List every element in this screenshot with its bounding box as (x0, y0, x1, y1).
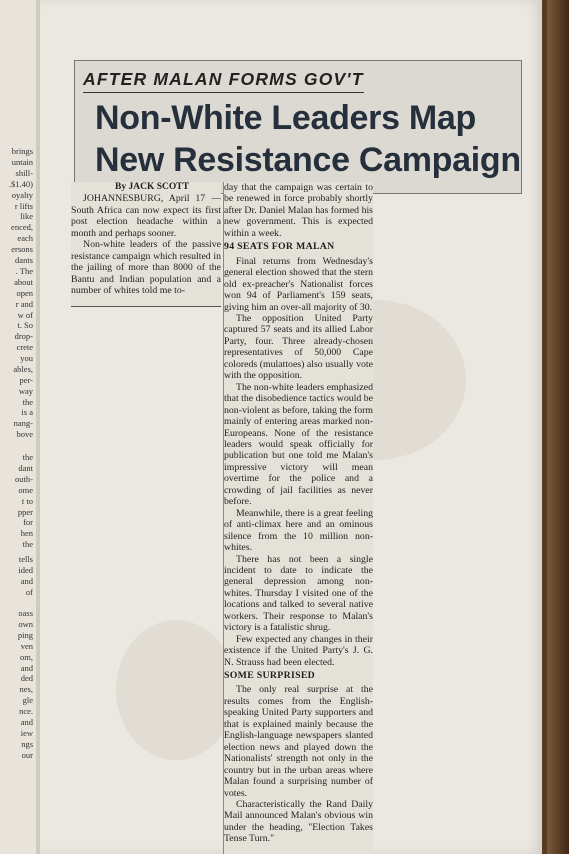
prev-page-text-fragment: om, (20, 651, 33, 662)
paper-stain (116, 620, 236, 760)
prev-page-text-fragment: pper (17, 506, 33, 517)
prev-page-text-fragment: dant (18, 462, 33, 473)
headline-line-1: Non-White Leaders Map (95, 99, 476, 137)
prev-page-text-fragment: of (25, 586, 33, 597)
paragraph: Few expected any changes in their existence if the United Party's J. G. N. Strauss had been elected. (224, 633, 373, 668)
paragraph: JOHANNESBURG, April 17 —South Africa can now expect its first post election headache within a month and perhaps sooner. (71, 193, 221, 239)
prev-page-text-fragment: ded (20, 673, 33, 684)
prev-page-text-fragment: .$1.40) (8, 178, 33, 189)
prev-page-text-fragment: t to (21, 495, 33, 506)
subheading-seats: 94 SEATS FOR MALAN (224, 241, 335, 253)
prev-page-text-fragment: r and (15, 298, 33, 309)
headline-line-2: New Resistance Campaign (95, 141, 521, 179)
prev-page-text-fragment: ven (20, 640, 33, 651)
headline-clipping (74, 60, 522, 194)
paragraph: The only real surprise at the results comes from the English-speaking United Party supporters and that is explained mainly because the English-language newspapers slanted election news and played down the Nationalists' strength not only in the country but in the urban areas where Malan found a surprising number of votes. (224, 684, 373, 799)
article-column-1 (71, 182, 221, 307)
prev-page-text-fragment: is a (21, 407, 33, 418)
prev-page-text-fragment: brings (11, 146, 33, 156)
prev-page-text-fragment: nang- (13, 418, 33, 429)
prev-page-text-fragment: bove (16, 429, 33, 440)
prev-page-text-fragment: way (18, 385, 33, 396)
previous-page-edge (0, 0, 37, 854)
prev-page-text-fragment: nes, (19, 684, 33, 695)
prev-page-text-fragment: dants (15, 255, 33, 265)
paragraph: Characteristically the Rand Daily Mail announced Malan's obvious win under the heading, "Election Takes Tense Turn." (224, 799, 373, 845)
prev-page-text-fragment: gle (22, 695, 33, 706)
paragraph: Non-white leaders of the passive resistance campaign which resulted in the jailing of more than 8000 of the Bantu and Indian population and a number of whites told me to- (71, 239, 221, 297)
paragraph: Meanwhile, there is a great feeling of anti-climax here and an ominous silence from the 10 million non-whites. (224, 507, 373, 554)
prev-page-text-fragment: w of (17, 309, 33, 320)
prev-page-text-fragment: ping (17, 629, 33, 640)
prev-page-text-fragment: hen (20, 528, 33, 539)
prev-page-text-fragment: the (22, 396, 33, 407)
prev-page-text-fragment: ngs (21, 738, 33, 749)
byline: By JACK SCOTT (115, 182, 189, 192)
prev-page-text-fragment: and (20, 717, 33, 727)
prev-page-text-fragment: own (18, 618, 33, 629)
paragraph: There has not been a single incident to date to indicate the general depression among non-whites. Thursday I visited one of the locations and talked to several native workers. Their response to Malan's victory is a fatalistic shrug. (224, 553, 373, 634)
prev-page-text-fragment: each (17, 233, 33, 244)
prev-page-text-fragment: tells (18, 554, 33, 564)
paragraph: day that the campaign was certain to be renewed in force probably shortly after Dr. Daniel Malan has formed his new government. This is expected within a week. (224, 182, 373, 239)
prev-page-text-fragment: ersons (11, 244, 33, 255)
prev-page-text-fragment: our (21, 749, 33, 760)
prev-page-text-fragment: outh- (15, 473, 33, 484)
prev-page-text-fragment: ided (18, 564, 33, 575)
prev-page-text-fragment: about (14, 276, 33, 287)
prev-page-text-fragment: and (20, 662, 33, 673)
paragraph: The non-white leaders emphasized that the disobedience tactics would be non-violent as before, taking the form mainly of entering areas marked non-Europeans. None of the resistance leaders would speak officially for publication but one told me Malan's impressive victory will mean overtime for the police and a crowding of jail facilities as never before. (224, 381, 373, 508)
prev-page-text-fragment: you (20, 352, 33, 363)
prev-page-text-fragment: iew (20, 727, 33, 738)
prev-page-text-fragment: per- (19, 374, 33, 385)
page-gutter (36, 0, 40, 854)
kicker-headline: AFTER MALAN FORMS GOV'T (83, 69, 364, 93)
prev-page-text-fragment: ome (18, 484, 33, 495)
paragraph: Final returns from Wednesday's general election showed that the stern old ex-preacher's Nationalist forces won 94 of Parliament's 159 seats, giving him an over-all majority of 30. (224, 255, 373, 313)
paragraph: The opposition United Party captured 57 seats and its allied Labor Party, four. Three already-chosen representatives of 50,000 Cape coloreds (mulattoes) also usually vote with the opposition. (224, 312, 373, 382)
wooden-frame (547, 0, 569, 854)
prev-page-text-fragment: r lifts (14, 200, 33, 211)
prev-page-text-fragment: oyalty (11, 189, 33, 200)
prev-page-text-fragment: for (23, 517, 33, 528)
prev-page-text-fragment: crete (16, 342, 33, 352)
prev-page-text-fragment: the (22, 539, 33, 550)
prev-page-text-fragment: open (16, 287, 33, 298)
prev-page-text-fragment: shill- (15, 167, 33, 178)
subheading-surprised: SOME SURPRISED (224, 670, 316, 682)
prev-page-text-fragment: the (22, 452, 33, 462)
prev-page-text-fragment: t. So (17, 320, 33, 331)
prev-page-text-fragment: and (20, 575, 33, 586)
prev-page-text-fragment: ables, (13, 363, 33, 374)
prev-page-text-fragment: oass (18, 608, 33, 618)
article-column-2 (223, 182, 373, 854)
prev-page-text-fragment: . The (15, 265, 33, 276)
prev-page-text-fragment: enced, (11, 222, 33, 233)
prev-page-text-fragment: untain (11, 156, 33, 167)
prev-page-text-fragment: like (20, 211, 33, 222)
prev-page-text-fragment: drop- (14, 331, 33, 342)
prev-page-text-fragment: nce. (19, 706, 33, 717)
main-headline (95, 97, 521, 181)
